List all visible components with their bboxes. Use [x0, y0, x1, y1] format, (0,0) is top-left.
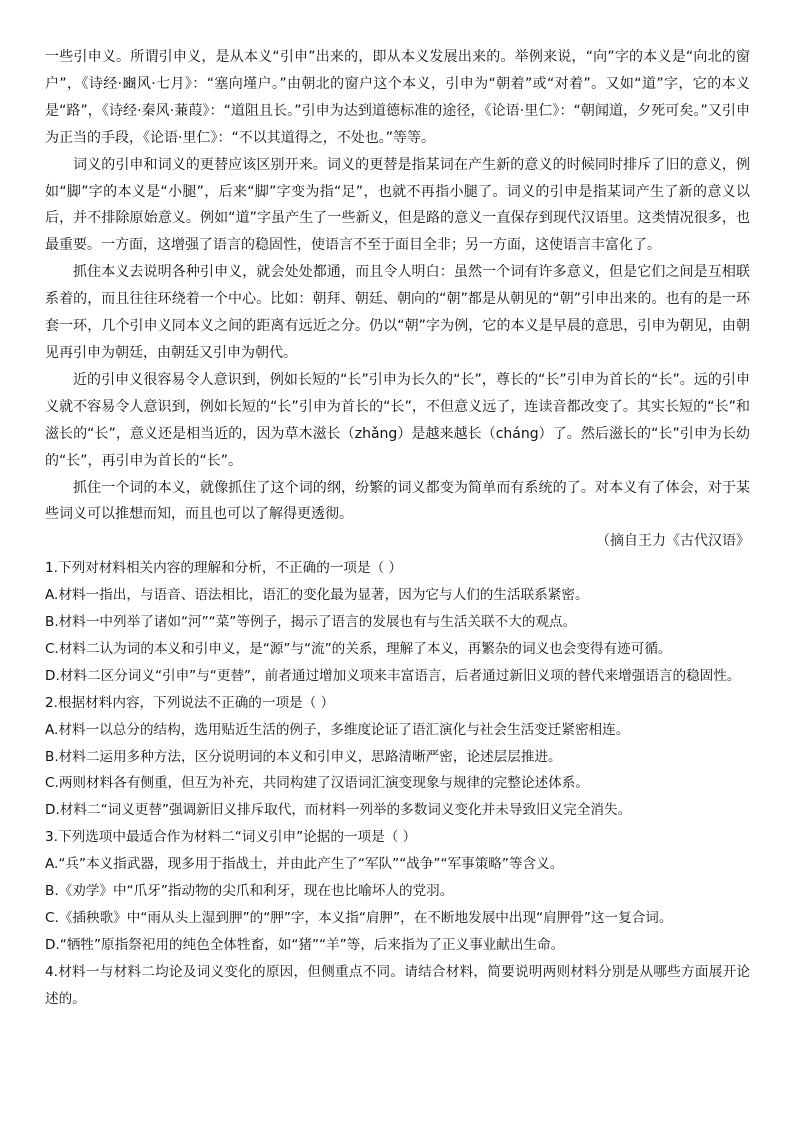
option-a: A.材料一指出，与语音、语法相比，语汇的变化最为显著，因为它与人们的生活联系紧密。	[45, 587, 589, 604]
option-d: D.“牺牲”原指祭祀用的纯色全体牲畜，如“猪”“羊”等，后来指为了正义事业献出生命。	[45, 936, 565, 953]
passage-paragraph-3: 抓住本义去说明各种引申义，就会处处都通，而且令人明白：虽然一个词有许多意义，但是它们之间是互相联系着的，而且往往环绕着一个中心。比如：朝拜、朝廷、朝向的“朝”都是从朝见的“朝”引申出来的。也有的是一环套一环，几个引申义同本义之间的距离有远近之分。仍以“朝”字为例，它的本义是早晨的意思，引申为朝见，由朝见再引申为朝廷，由朝廷又引申为朝代。	[45, 264, 750, 361]
passage-paragraph-1: 一些引申义。所谓引申义，是从本义“引申”出来的，即从本义发展出来的。举例来说，“向”字的本义是“向北的窗户”，《诗经·豳风·七月》：“塞向墐户。”由朝北的窗户这个本义，引申为“朝着”或“对着”。又如“道”字，它的本义是“路”，《诗经·秦风·蒹葭》：“道阻且长。”引申为达到道德标准的途径，《论语·里仁》：“朝闻道，夕死可矣。”又引申为正当的手段，《论语·里仁》：“不以其道得之，不处也。”等等。	[45, 49, 750, 146]
passage-paragraph-2: 词义的引申和词义的更替应该区别开来。词义的更替是指某词在产生新的意义的时候同时排斥了旧的意义，例如“脚”字的本义是“小腿”，后来“脚”字变为指“足”，也就不再指小腿了。词义的引申是指某词产生了新的意义以后，并不排除原始意义。例如“道”字虽产生了一些新义，但是路的意义一直保存到现代汉语里。这类情况很多，也最重要。一方面，这增强了语言的稳固性，使语言不至于面目全非；另一方面，这使语言丰富化了。	[45, 156, 750, 254]
passage-paragraph-4: 近的引申义很容易令人意识到，例如长短的“长”引申为长久的“长”，尊长的“长”引申为首长的“长”。远的引申义就不容易令人意识到，例如长短的“长”引申为首长的“长”，不但意义远了，连读音都改变了。其实长短的“长”和滋长的“长”，意义还是相当近的，因为草木滋长（zhǎng）是越来越长（cháng）了。然后滋长的“长”引申为长幼的“长”，再引申为首长的“长”。	[45, 371, 750, 469]
question-2	[45, 690, 750, 825]
option-c: C.《插秧歌》中“雨从头上湿到胛”的“胛”字，本义指“肩胛”，在不断地发展中出现“肩胛骨”这一复合词。	[45, 910, 673, 926]
question-4	[45, 959, 750, 1013]
document-page	[45, 44, 750, 1013]
question-1	[45, 555, 750, 690]
option-c: C.两则材料各有侧重，但互为补充，共同构建了汉语词汇演变现象与规律的完整论述体系。	[45, 775, 589, 792]
option-c: C.材料二认为词的本义和引申义，是“源”与“流”的关系，理解了本义，再繁杂的词义也会变得有迹可循。	[45, 640, 672, 657]
option-b: B.材料一中列举了诸如“河”“菜”等例子，揭示了语言的发展也有与生活关联不大的观点。	[45, 614, 577, 631]
source-citation: （摘自王力《古代汉语》	[596, 533, 750, 550]
option-d: D.材料二“词义更替”强调新旧义排斥取代，而材料一列举的多数词义变化并未导致旧义完全消失。	[45, 802, 632, 819]
option-b: B.《劝学》中“爪牙”指动物的尖爪和利牙，现在也比喻坏人的党羽。	[45, 883, 454, 900]
option-b: B.材料二运用多种方法，区分说明词的本义和引申义，思路清晰严密，论述层层推进。	[45, 748, 562, 765]
question-stem: 1.下列对材料相关内容的理解和分析，不正确的一项是（ ）	[45, 560, 403, 577]
passage	[45, 44, 750, 528]
passage-paragraph-5: 抓住一个词的本义，就像抓住了这个词的纲，纷繁的词义都变为简单而有系统的了。对本义有了体会，对于某些词义可以推想而知，而且也可以了解得更透彻。	[45, 479, 750, 523]
option-d: D.材料二区分词义“引申”与“更替”，前者通过增加义项来丰富语言，后者通过新旧义项的替代来增强语言的稳固性。	[45, 667, 741, 684]
question-stem: 3.下列选项中最适合作为材料二“词义引申”论据的一项是（ ）	[45, 829, 417, 846]
question-stem: 2.根据材料内容，下列说法不正确的一项是（ ）	[45, 694, 335, 711]
option-a: A.材料一以总分的结构，选用贴近生活的例子，多维度论证了语汇演化与社会生活变迁紧密相连。	[45, 721, 630, 738]
question-stem: 4.材料一与材料二均论及词义变化的原因，但侧重点不同。请结合材料，简要说明两则材料分别是从哪些方面展开论述的。	[45, 963, 750, 1007]
option-a: A.“兵”本义指武器，现多用于指战士，并由此产生了“军队”“战争”“军事策略”等含义。	[45, 856, 564, 873]
question-3	[45, 824, 750, 959]
